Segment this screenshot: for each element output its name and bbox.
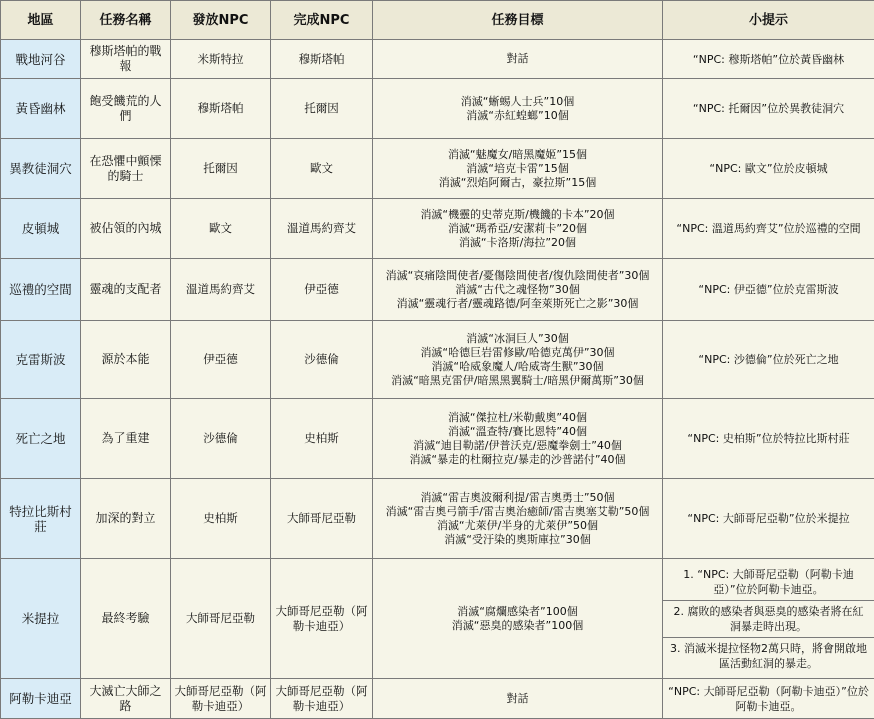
goal-cell <box>373 399 663 479</box>
tip-line: “NPC: 托爾因”位於異教徒洞穴 <box>666 101 871 116</box>
table-row <box>1 679 874 719</box>
goal-line: 消滅“腐爛感染者”100個 <box>376 605 659 619</box>
tip-line: “NPC: 穆斯塔帕”位於黃昏幽林 <box>666 52 871 67</box>
tip-line: “NPC: 沙德倫”位於死亡之地 <box>666 352 871 367</box>
finish-npc-cell: 歐文 <box>271 139 373 199</box>
goal-line: 消滅“迪目勒諾/伊普沃克/惡魔拳劍士”40個 <box>376 439 659 453</box>
goal-line: 消滅“雷吉奧波爾利提/雷吉奧勇士”50個 <box>376 491 659 505</box>
quest-name-cell: 為了重建 <box>81 399 171 479</box>
give-npc-cell: 大師哥尼亞勒 <box>171 559 271 679</box>
goal-cell <box>373 139 663 199</box>
goal-line: 對話 <box>376 692 659 706</box>
give-npc-cell: 穆斯塔帕 <box>171 79 271 139</box>
tip-cell <box>663 321 874 399</box>
table-row <box>1 321 874 399</box>
table-row <box>1 139 874 199</box>
header-map: 地區 <box>1 1 81 40</box>
tip-line: 1. “NPC: 大師哥尼亞勒（阿勒卡迪亞）”位於阿勒卡迪亞。 <box>663 564 874 601</box>
goal-line: 消滅“溫查特/賽比恩特”40個 <box>376 425 659 439</box>
goal-line: 消滅“傑拉杜/米勒戴奧”40個 <box>376 411 659 425</box>
goal-line: 消滅“雷吉奧弓箭手/雷吉奧治癒師/雷吉奧塞艾勒”50個 <box>376 505 659 519</box>
tip-line: 3. 消滅米提拉怪物2萬只時，將會開啟地區活動紅洞的暴走。 <box>663 638 874 674</box>
tip-cell <box>663 399 874 479</box>
give-npc-cell: 伊亞德 <box>171 321 271 399</box>
goal-line: 消滅“古代之魂怪物”30個 <box>376 283 659 297</box>
table-row <box>1 259 874 321</box>
header-goal: 任務目標 <box>373 1 663 40</box>
goal-line: 消滅“魅魔女/暗黑魔姬”15個 <box>376 148 659 162</box>
give-npc-cell: 沙德倫 <box>171 399 271 479</box>
map-cell: 米提拉 <box>1 559 81 679</box>
goal-line: 消滅“暴走的杜爾拉克/暴走的沙普諾付”40個 <box>376 453 659 467</box>
finish-npc-cell: 大師哥尼亞勒（阿勒卡迪亞） <box>271 679 373 719</box>
goal-line: 消滅“哈威象魔人/哈威寄生獸”30個 <box>376 360 659 374</box>
goal-line: 消滅“冰洞巨人”30個 <box>376 332 659 346</box>
goal-line: 對話 <box>376 52 659 66</box>
goal-line: 消滅“哈德巨岩雷修歐/哈德克萬伊”30個 <box>376 346 659 360</box>
map-cell: 死亡之地 <box>1 399 81 479</box>
quest-name-cell: 最終考驗 <box>81 559 171 679</box>
tip-line: 2. 腐敗的感染者與惡臭的感染者將在紅洞暴走時出現。 <box>663 601 874 638</box>
quest-name-cell: 加深的對立 <box>81 479 171 559</box>
goal-cell <box>373 559 663 679</box>
quest-name-cell: 靈魂的支配者 <box>81 259 171 321</box>
map-cell: 阿勒卡迪亞 <box>1 679 81 719</box>
finish-npc-cell: 沙德倫 <box>271 321 373 399</box>
header-tip: 小提示 <box>663 1 874 40</box>
goal-line: 消滅“瑪希亞/安潔莉卡”20個 <box>376 222 659 236</box>
quest-name-cell: 飽受饑荒的人們 <box>81 79 171 139</box>
goal-cell <box>373 40 663 79</box>
tip-line: “NPC: 溫道馬約齊艾”位於巡禮的空間 <box>666 221 871 236</box>
goal-line: 消滅“培克卡雷”15個 <box>376 162 659 176</box>
goal-cell <box>373 321 663 399</box>
finish-npc-cell: 史柏斯 <box>271 399 373 479</box>
finish-npc-cell: 托爾因 <box>271 79 373 139</box>
map-cell: 巡禮的空間 <box>1 259 81 321</box>
map-cell: 皮頓城 <box>1 199 81 259</box>
header-finish-npc: 完成NPC <box>271 1 373 40</box>
finish-npc-cell: 穆斯塔帕 <box>271 40 373 79</box>
map-cell: 戰地河谷 <box>1 40 81 79</box>
tip-cell <box>663 559 874 679</box>
table-row <box>1 199 874 259</box>
give-npc-cell: 大師哥尼亞勒（阿勒卡迪亞） <box>171 679 271 719</box>
table-row <box>1 40 874 79</box>
goal-cell <box>373 259 663 321</box>
tip-line: “NPC: 大師哥尼亞勒”位於米提拉 <box>666 511 871 526</box>
tip-cell <box>663 679 874 719</box>
goal-line: 消滅“烈焰阿爾古，豪拉斯”15個 <box>376 176 659 190</box>
tip-cell <box>663 79 874 139</box>
map-cell: 特拉比斯村莊 <box>1 479 81 559</box>
map-cell: 異教徒洞穴 <box>1 139 81 199</box>
tip-line: “NPC: 伊亞德”位於克雷斯波 <box>666 282 871 297</box>
quest-name-cell: 大滅亡大師之路 <box>81 679 171 719</box>
finish-npc-cell: 大師哥尼亞勒（阿勒卡迪亞） <box>271 559 373 679</box>
goal-line: 消滅“受汙染的奧斯庫拉”30個 <box>376 533 659 547</box>
goal-line: 消滅“卡洛斯/海拉”20個 <box>376 236 659 250</box>
goal-line: 消滅“哀痛陰間使者/憂傷陰間使者/復仇陰間使者”30個 <box>376 269 659 283</box>
tip-line: “NPC: 大師哥尼亞勒（阿勒卡迪亞）”位於阿勒卡迪亞。 <box>666 684 871 714</box>
give-npc-cell: 托爾因 <box>171 139 271 199</box>
map-cell: 黃昏幽林 <box>1 79 81 139</box>
goal-cell <box>373 479 663 559</box>
map-cell: 克雷斯波 <box>1 321 81 399</box>
goal-line: 消滅“尤萊伊/半身的尤萊伊”50個 <box>376 519 659 533</box>
quest-name-cell: 被佔領的內城 <box>81 199 171 259</box>
tip-cell <box>663 199 874 259</box>
goal-line: 消滅“靈魂行者/靈魂路德/阿奎萊斯死亡之影”30個 <box>376 297 659 311</box>
tip-cell <box>663 139 874 199</box>
table-row <box>1 559 874 679</box>
give-npc-cell: 米斯特拉 <box>171 40 271 79</box>
goal-cell <box>373 679 663 719</box>
tip-line: “NPC: 史柏斯”位於特拉比斯村莊 <box>666 431 871 446</box>
goal-cell <box>373 199 663 259</box>
goal-cell <box>373 79 663 139</box>
tip-line: “NPC: 歐文”位於皮頓城 <box>666 161 871 176</box>
give-npc-cell: 歐文 <box>171 199 271 259</box>
table-row <box>1 399 874 479</box>
finish-npc-cell: 大師哥尼亞勒 <box>271 479 373 559</box>
header-row <box>1 1 874 40</box>
goal-line: 消滅“赤紅蝗螂”10個 <box>376 109 659 123</box>
finish-npc-cell: 溫道馬約齊艾 <box>271 199 373 259</box>
give-npc-cell: 史柏斯 <box>171 479 271 559</box>
tip-cell <box>663 479 874 559</box>
table-row <box>1 479 874 559</box>
tip-cell <box>663 40 874 79</box>
goal-line: 消滅“暗黑克雷伊/暗黑黑翼騎士/暗黑伊爾萬斯”30個 <box>376 374 659 388</box>
goal-line: 消滅“機靈的史蒂克斯/機饑的卡本”20個 <box>376 208 659 222</box>
finish-npc-cell: 伊亞德 <box>271 259 373 321</box>
header-give-npc: 發放NPC <box>171 1 271 40</box>
quest-name-cell: 源於本能 <box>81 321 171 399</box>
give-npc-cell: 溫道馬約齊艾 <box>171 259 271 321</box>
tip-cell <box>663 259 874 321</box>
header-quest-name: 任務名稱 <box>81 1 171 40</box>
goal-line: 消滅“蜥蜴人士兵”10個 <box>376 95 659 109</box>
goal-line: 消滅“惡臭的感染者”100個 <box>376 619 659 633</box>
table-row <box>1 79 874 139</box>
quest-name-cell: 在恐懼中顫慄的騎士 <box>81 139 171 199</box>
quest-name-cell: 穆斯塔帕的戰報 <box>81 40 171 79</box>
